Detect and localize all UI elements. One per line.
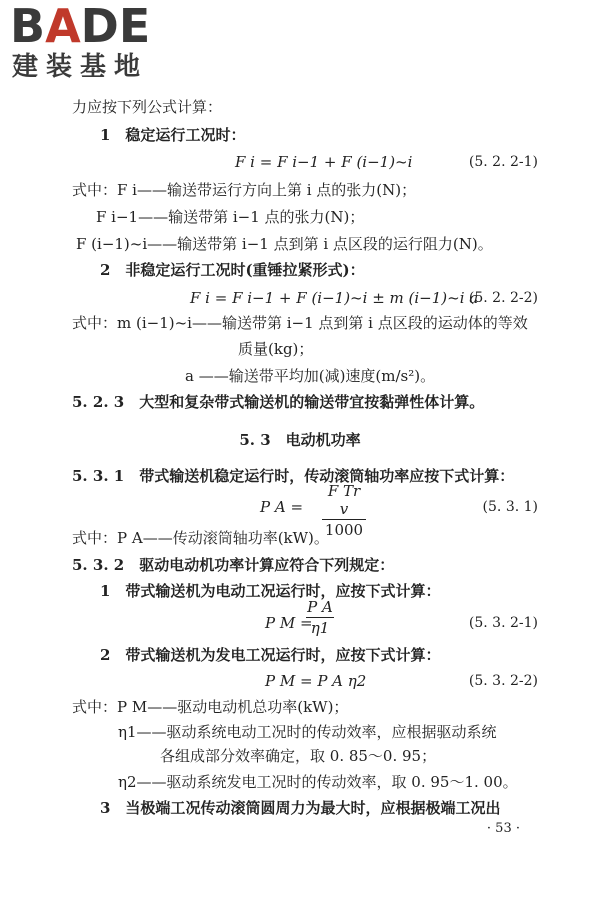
clause-5-3-2: 5. 3. 2 驱动电动机功率计算应符合下列规定： [72,556,395,574]
fraction-numerator: P A [307,598,333,616]
where-m-cont: 质量(kg)； [238,340,314,358]
page-number: · 53 · [486,821,520,836]
where-eta1: η1——驱动系统电动工况时的传动效率，应根据驱动系统 [118,723,497,741]
clause-5-2-3: 5. 2. 3 大型和复杂带式输送机的输送带宜按黏弹性体计算。 [72,393,485,411]
fraction-bar [322,519,366,520]
where-eta1-cont: 各组成部分效率确定，取 0. 85～0. 95； [160,747,437,765]
item-3-extreme: 3 当极端工况传动滚筒圆周力为最大时，应根据极端工况出 [100,799,501,817]
item-2-unsteady: 2 非稳定运行工况时(重锤拉紧形式)： [100,261,365,279]
where-eta2: η2——驱动系统发电工况时的传动效率，取 0. 95～1. 00。 [118,773,518,791]
equation-5-3-2-1-lhs: P M = [265,614,313,632]
item-1-steady: 1 稳定运行工况时： [100,126,246,144]
where-f-resist: F (i−1)~i——输送带第 i−1 点到第 i 点区段的运行阻力(N)。 [76,235,493,253]
logo-latin-text: BADE [10,0,151,53]
where-pa: 式中：P A——传动滚筒轴功率(kW)。 [72,529,329,547]
item-2-generator: 2 带式输送机为发电工况运行时，应按下式计算： [100,646,441,664]
fraction-numerator: F Tr v [327,482,361,518]
where-pm: 式中：P M——驱动电动机总功率(kW)； [72,698,349,716]
fraction-denominator: 1000 [324,521,364,539]
equation-5-2-2-1: F i = F i−1 + F (i−1)~i [235,153,413,171]
where-fi-1: F i−1——输送带第 i−1 点的张力(N)； [96,208,365,226]
item-1-motor: 1 带式输送机为电动工况运行时，应按下式计算： [100,582,441,600]
equation-5-3-2-2: P M = P A η2 [265,672,367,690]
intro-line: 力应按下列公式计算： [72,98,223,116]
where-a: a ——输送带平均加(减)速度(m/s²)。 [185,367,436,385]
equation-5-3-2-1-fraction [306,598,334,637]
equation-number-5-3-1: (5. 3. 1) [482,499,538,515]
section-title-5-3: 5. 3 电动机功率 [239,431,361,449]
equation-5-2-2-2: F i = F i−1 + F (i−1)~i ± m (i−1)~i a [190,289,479,307]
equation-number-5-2-2-2: (5. 2. 2-2) [468,290,538,306]
clause-5-3-1: 5. 3. 1 带式输送机稳定运行时，传动滚筒轴功率应按下式计算： [72,467,515,485]
fraction-denominator: η1 [310,619,330,637]
bade-logo [10,2,180,86]
equation-5-3-1-lhs: P A = [260,498,304,516]
equation-number-5-3-2-1: (5. 3. 2-1) [468,615,538,631]
logo-chinese-text: 建装基地 [12,52,149,82]
where-m: 式中：m (i−1)~i——输送带第 i−1 点到第 i 点区段的运动体的等效 [72,314,528,332]
fraction-bar [306,617,334,618]
where-fi: 式中：F i——输送带运行方向上第 i 点的张力(N)； [72,181,417,199]
equation-number-5-2-2-1: (5. 2. 2-1) [468,154,538,170]
equation-number-5-3-2-2: (5. 3. 2-2) [468,673,538,689]
